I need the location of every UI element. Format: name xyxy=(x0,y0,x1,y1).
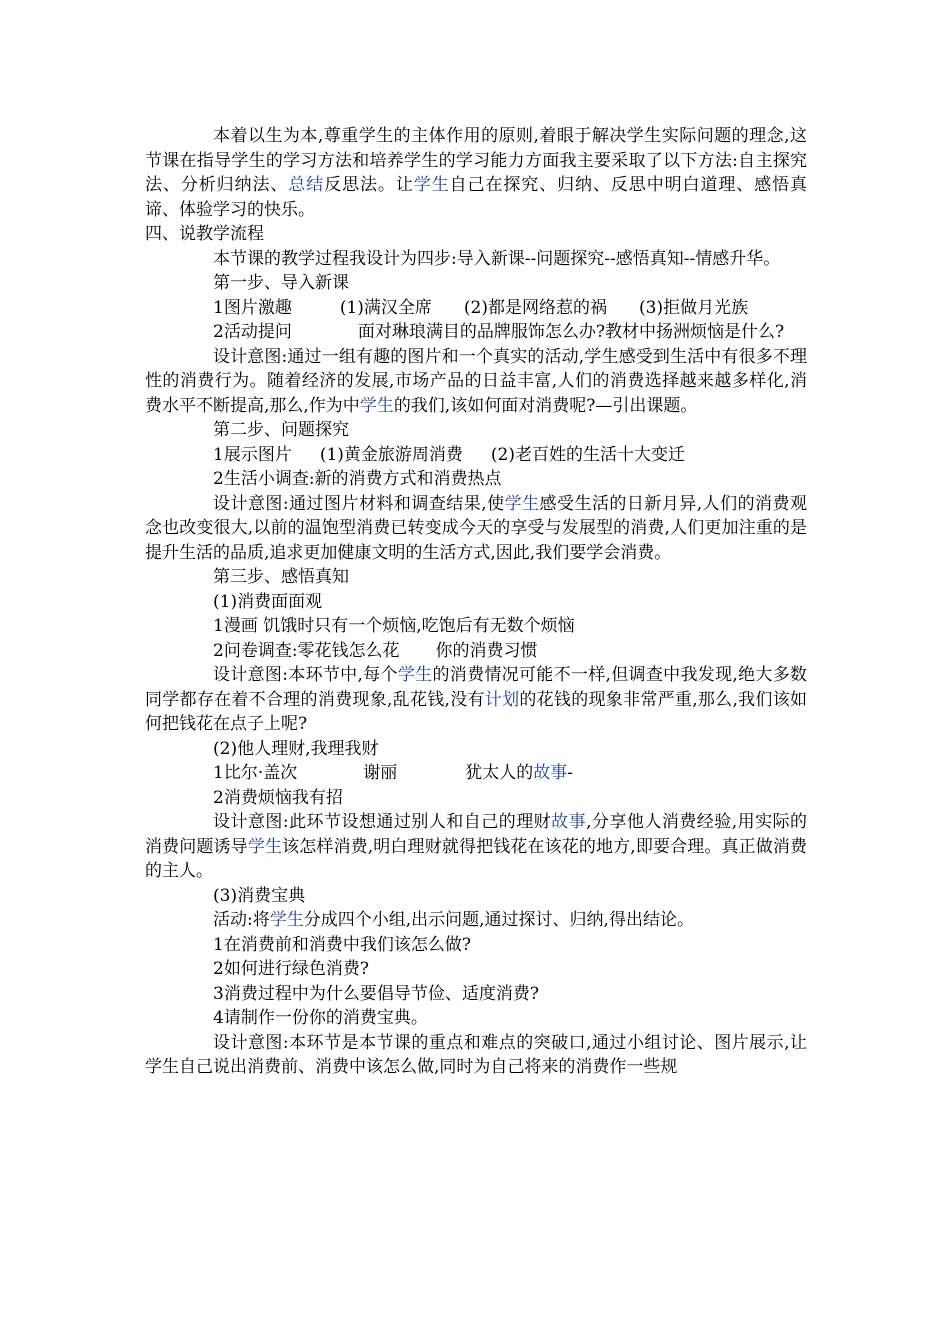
paragraph-s3c xyxy=(145,639,807,664)
paragraph-text: 第三步、感悟真知 xyxy=(213,567,349,587)
paragraph-text: 的消费情况可能不一样,但调查中我发现,绝大多数同学都存在着不合理的消费现象,乱花钱,没有 xyxy=(145,665,808,710)
paragraph-s1c xyxy=(145,345,807,419)
paragraph-s2c xyxy=(145,492,807,566)
paragraph-text: ,分享他人消费经验,用实际的消费问题诱导 xyxy=(145,812,808,857)
section-heading xyxy=(145,222,807,247)
paragraph-q3 xyxy=(145,982,807,1007)
paragraph-text: 反思法。让 xyxy=(324,175,414,195)
hyperlink-text[interactable]: 总结 xyxy=(288,175,325,195)
paragraph-text: - xyxy=(567,763,573,783)
paragraph-text: (2)老百姓的生活十大变迁 xyxy=(490,444,686,465)
paragraph-text: (1)黄金旅游周消费 xyxy=(319,444,463,465)
document-body xyxy=(145,124,807,1080)
paragraph-text: 2消费烦恼我有招 xyxy=(213,787,343,808)
hyperlink-text[interactable]: 学生 xyxy=(359,395,394,416)
paragraph-text: 活动:将 xyxy=(213,910,270,930)
paragraph-s3 xyxy=(145,565,807,590)
paragraph-s2b xyxy=(145,467,807,492)
paragraph-s3f xyxy=(145,761,807,786)
paragraph-s3j xyxy=(145,908,807,933)
paragraph-text: 本节课的教学过程我设计为四步:导入新课--问题探究--感悟真知--情感升华。 xyxy=(213,248,781,269)
paragraph-text: 1比尔·盖次 xyxy=(213,763,298,783)
paragraph-q1 xyxy=(145,933,807,958)
paragraph-text: 设计意图:本环节是本节课的重点和难点的突破口,通过小组讨论、图片展示,让学生自己说出消费前、消费中该怎么做,同时为自己将来的消费作一些规 xyxy=(145,1032,807,1077)
paragraph-text: 2问卷调查:零花钱怎么花 xyxy=(213,640,400,661)
paragraph-s3k xyxy=(145,1031,807,1080)
paragraph-p1 xyxy=(145,124,807,222)
paragraph-text: (1)消费面面观 xyxy=(213,591,323,612)
hyperlink-text[interactable]: 学生 xyxy=(247,836,283,857)
paragraph-text: (1)满汉全席 xyxy=(339,297,432,318)
paragraph-text: 2生活小调查:新的消费方式和消费热点 xyxy=(213,469,502,489)
paragraph-text: 四、说教学流程 xyxy=(145,224,264,244)
paragraph-s2 xyxy=(145,418,807,443)
paragraph-text: 面对琳琅满目的品牌服饰怎么办?教材中扬洲烦恼是什么? xyxy=(357,322,785,342)
paragraph-text: (3)拒做月光族 xyxy=(639,297,749,318)
paragraph-text: 设计意图:通过图片材料和调查结果,使 xyxy=(213,493,505,514)
paragraph-text: 第二步、问题探究 xyxy=(213,420,349,440)
paragraph-q2 xyxy=(145,957,807,982)
paragraph-text: 1在消费前和消费中我们该怎么做? xyxy=(213,934,471,955)
paragraph-text: 你的消费习惯 xyxy=(435,640,538,661)
paragraph-s1b xyxy=(145,320,807,345)
hyperlink-text[interactable]: 故事 xyxy=(551,812,587,832)
paragraph-p2 xyxy=(145,247,807,272)
paragraph-s1a xyxy=(145,296,807,321)
paragraph-s3a xyxy=(145,590,807,615)
paragraph-s3h xyxy=(145,810,807,884)
hyperlink-text[interactable]: 学生 xyxy=(269,910,304,930)
paragraph-text: 分成四个小组,出示问题,通过探讨、归纳,得出结论。 xyxy=(303,910,694,930)
hyperlink-text[interactable]: 故事 xyxy=(533,763,568,783)
paragraph-text: (3)消费宝典 xyxy=(213,885,306,906)
paragraph-s2a xyxy=(145,443,807,468)
hyperlink-text[interactable]: 学生 xyxy=(413,175,450,195)
paragraph-text: 1漫画 饥饿时只有一个烦恼,吃饱后有无数个烦恼 xyxy=(213,616,575,636)
paragraph-text: 设计意图:本环节中,每个 xyxy=(213,665,398,685)
paragraph-text: 3消费过程中为什么要倡导节俭、适度消费? xyxy=(213,983,539,1004)
paragraph-text: (2)都是网络惹的祸 xyxy=(463,297,608,318)
hyperlink-text[interactable]: 学生 xyxy=(397,665,433,685)
paragraph-s1 xyxy=(145,271,807,296)
paragraph-text: 2如何进行绿色消费? xyxy=(213,959,369,979)
paragraph-q4 xyxy=(145,1006,807,1031)
paragraph-s3g xyxy=(145,786,807,811)
paragraph-s3d xyxy=(145,663,807,737)
paragraph-s3i xyxy=(145,884,807,909)
paragraph-text: 4请制作一份你的消费宝典。 xyxy=(213,1008,428,1028)
paragraph-text: 2活动提问 xyxy=(213,322,292,342)
paragraph-text: 的我们,该如何面对消费呢?—引出课题。 xyxy=(393,395,698,416)
paragraph-text: 感受生活的日新月异,人们的消费观念也改变很大,以前的温饱型消费已转变成今天的享受与发展型的消费,人们更加注重的是提升生活的品质,追求更加健康文明的生活方式,因此,我们要学会消费。 xyxy=(145,493,808,563)
paragraph-text: 设计意图:此环节设想通过别人和自己的理财 xyxy=(213,812,552,832)
paragraph-text: 本着以生为本,尊重学生的主体作用的原则,着眼于解决学生实际问题的理念,这节课在指导学生的学习方法和培养学生的学习能力方面我主要采取了以下方法:自主探究法、分析归纳法、 xyxy=(145,126,807,195)
paragraph-text: 自己在探究、归纳、反思中明白道理、感悟真谛、体验学习的快乐。 xyxy=(145,175,808,220)
paragraph-s3b xyxy=(145,614,807,639)
paragraph-text: 该怎样消费,明白理财就得把钱花在该花的地方,即要合理。真正做消费的主人。 xyxy=(145,836,808,881)
hyperlink-text[interactable]: 学生 xyxy=(504,493,540,514)
paragraph-text: (2)他人理财,我理我财 xyxy=(213,738,379,759)
hyperlink-text[interactable]: 计划 xyxy=(484,689,520,710)
paragraph-s3e xyxy=(145,737,807,762)
paragraph-text: 的花钱的现象非常严重,那么,我们该如何把钱花在点子上呢? xyxy=(145,689,808,734)
paragraph-text: 1展示图片 xyxy=(213,444,292,465)
paragraph-text: 犹太人的 xyxy=(465,763,534,783)
paragraph-text: 谢丽 xyxy=(363,763,398,783)
paragraph-text: 1图片激趣 xyxy=(213,297,292,318)
paragraph-text: 第一步、导入新课 xyxy=(213,273,349,293)
paragraph-text: 设计意图:通过一组有趣的图片和一个真实的活动,学生感受到生活中有很多不理性的消费行为。随着经济的发展,市场产品的日益丰富,人们的消费选择越来越多样化,消费水平不断提高,那么,作为中 xyxy=(145,346,807,416)
